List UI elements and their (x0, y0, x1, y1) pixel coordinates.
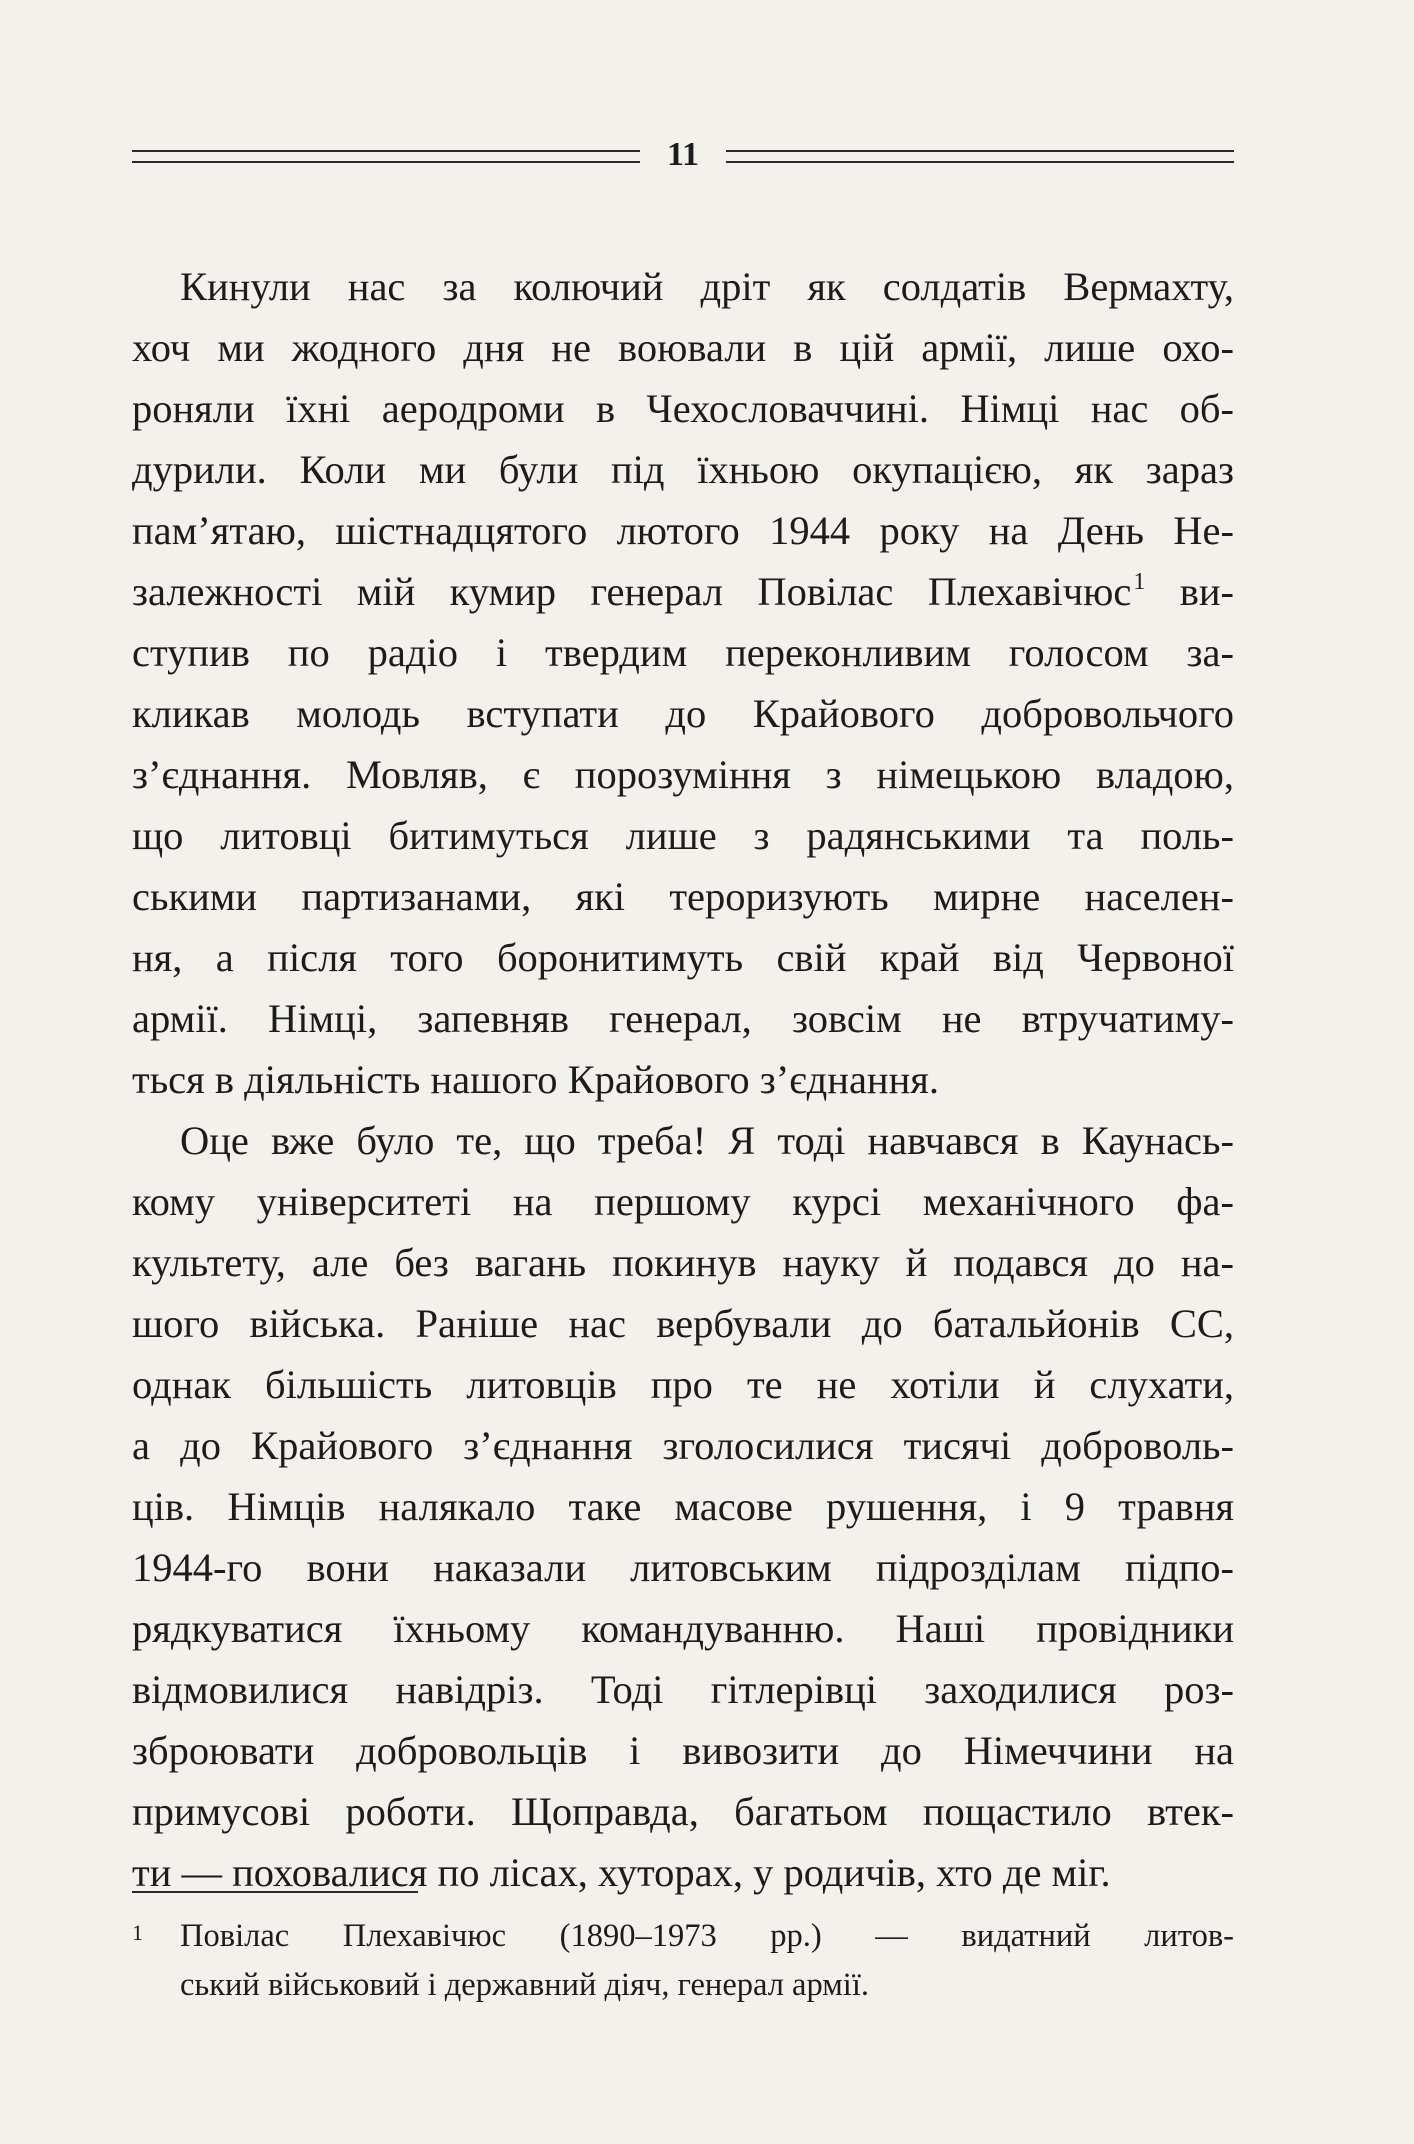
text-line: дурили. Коли ми були під їхньою окупацією, як зараз (132, 447, 1234, 492)
text-line: рядкуватися їхньому командуванню. Наші провідники (132, 1606, 1234, 1651)
footnote-line (132, 1912, 1234, 1961)
page-number: 11 (666, 136, 700, 173)
text-line: ступив по радіо і твердим переконливим голосом за- (132, 630, 1234, 675)
text-line: примусові роботи. Щоправда, багатьом пощастило втек- (132, 1789, 1234, 1834)
footnote-text: Повілас Плехавічюс (1890–1973 рр.) — видатний литов- (180, 1918, 1234, 1954)
footnote-reference[interactable]: 1 (1133, 569, 1146, 595)
text-line: ців. Німців налякало таке масове рушення, і 9 травня (132, 1484, 1234, 1529)
running-header (132, 130, 1234, 180)
text-line: з’єднання. Мовляв, є порозуміння з німецькою владою, (132, 752, 1234, 797)
text-line: 1944-го вони наказали литовським підрозділам підпо- (132, 1545, 1234, 1590)
text-line: Кинули нас за колючий дріт як солдатів Вермахту, (180, 264, 1234, 309)
text-line: відмовилися навідріз. Тоді гітлерівці заходилися роз- (132, 1667, 1234, 1712)
header-rule-left (132, 150, 640, 163)
paragraph-1 (132, 256, 1234, 1110)
body-text (132, 256, 1234, 1903)
text-line: пам’ятаю, шістнадцятого лютого 1944 року на День Не- (132, 508, 1234, 553)
text-line: культету, але без вагань покинув науку й подався до на- (132, 1240, 1234, 1285)
paragraph-2 (132, 1110, 1234, 1903)
text-line: зброювати добровольців і вивозити до Німеччини на (132, 1728, 1234, 1773)
footnote-separator (132, 1891, 418, 1893)
text-line-with-footnote (132, 561, 1234, 622)
text-line: ськими партизанами, які тероризують мирне населен- (132, 874, 1234, 919)
text-line: армії. Німці, запевняв генерал, зовсім не втручатиму- (132, 996, 1234, 1041)
footnote-line: ський військовий і державний діяч, генерал армії. (180, 1967, 869, 2003)
footnote (132, 1912, 1234, 2010)
text-line: хоч ми жодного дня не воювали в цій армії, лише охо- (132, 325, 1234, 370)
text-line: Оце вже було те, що треба! Я тоді навчався в Каунась- (180, 1118, 1234, 1163)
text-line: кликав молодь вступати до Крайового добровольчого (132, 691, 1234, 736)
text-line: ться в діяльність нашого Крайового з’єднання. (132, 1057, 940, 1102)
text-line: ти — поховалися по лісах, хуторах, у родичів, хто де міг. (132, 1850, 1111, 1895)
text-line: кому університеті на першому курсі механічного фа- (132, 1179, 1234, 1224)
text-line: роняли їхні аеродроми в Чехословаччині. Німці нас об- (132, 386, 1234, 431)
text-line: що литовці битимуться лише з радянськими та поль- (132, 813, 1234, 858)
text-line: однак більшість литовців про те не хотіли й слухати, (132, 1362, 1234, 1407)
text-line-segment: ви- (1179, 569, 1234, 614)
footnote-marker: 1 (132, 1920, 143, 1945)
header-rule-right (726, 150, 1234, 163)
text-line-segment: залежності мій кумир генерал Повілас Плехавічюс (132, 569, 1132, 614)
text-line: а до Крайового з’єднання зголосилися тисячі доброволь- (132, 1423, 1234, 1468)
text-line: шого війська. Раніше нас вербували до батальйонів СС, (132, 1301, 1234, 1346)
text-line: ня, а після того боронитимуть свій край від Червоної (132, 935, 1234, 980)
